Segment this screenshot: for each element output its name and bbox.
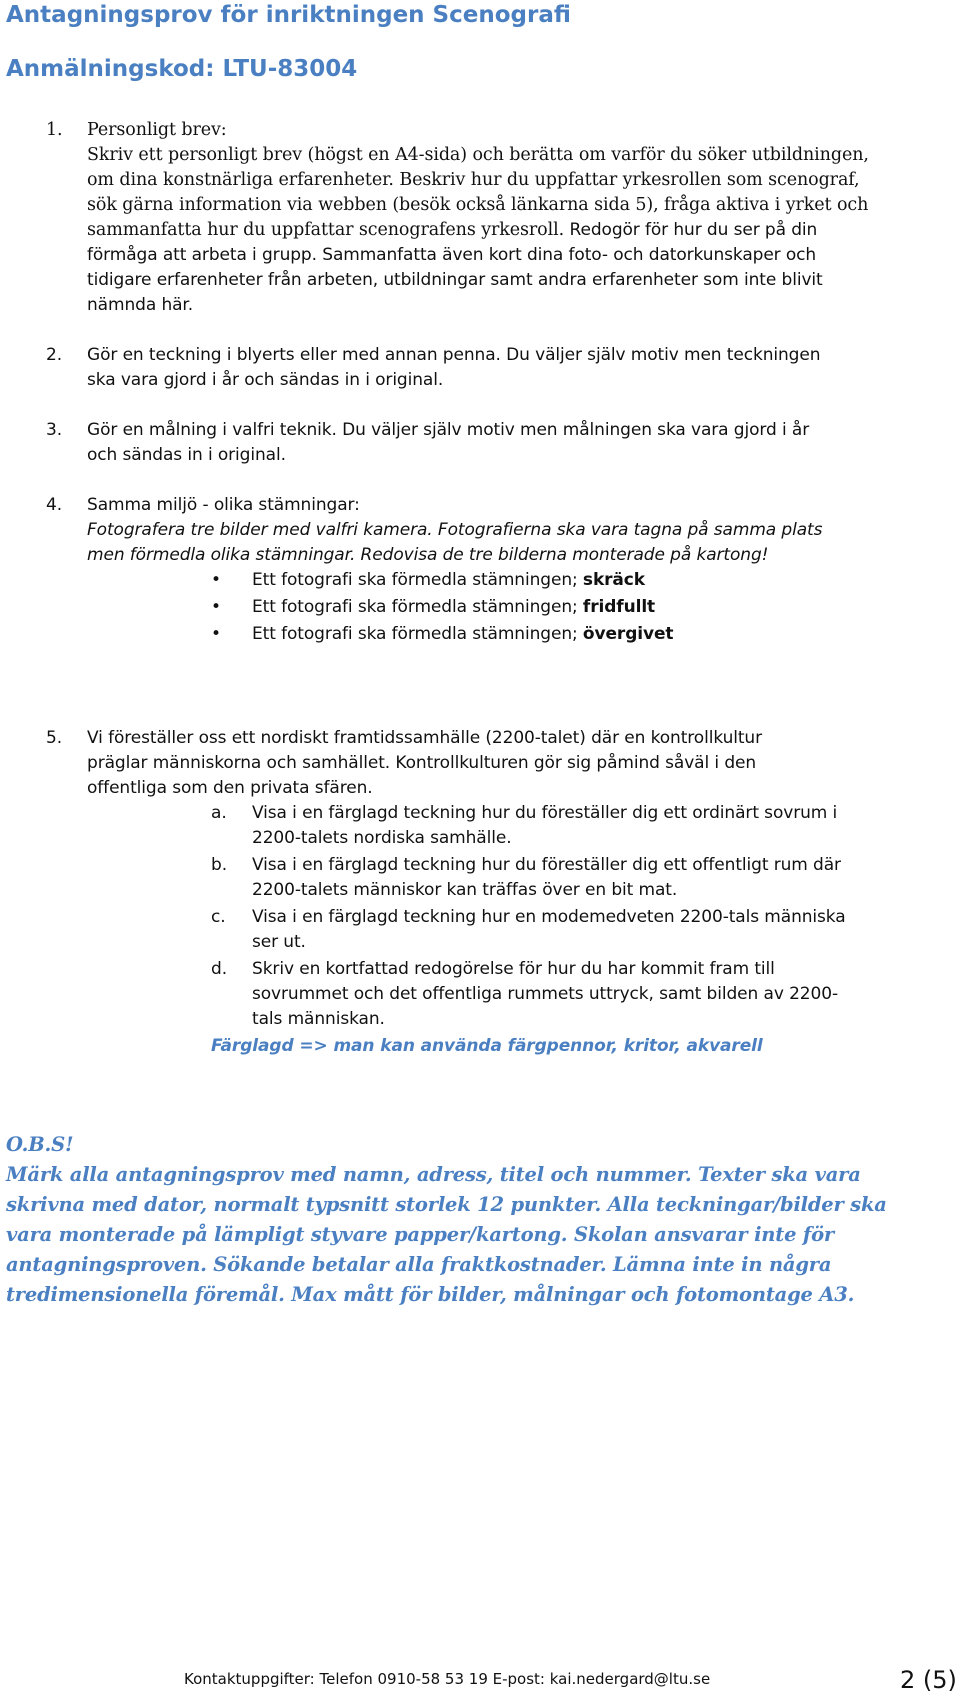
bullet-text: Ett fotografi ska förmedla stämningen; bbox=[252, 570, 583, 590]
bullet-emphasis: övergivet bbox=[582, 624, 674, 644]
item-text-line: tidigare erfarenheter från arbeten, utbildningar samt andra erfarenheter som inte blivit bbox=[87, 270, 823, 290]
subitem-letter: c. bbox=[211, 907, 226, 927]
text-segment: Du väljer själv motiv men målningen ska vara gjord i år bbox=[342, 420, 810, 440]
obs-line: antagningsproven. Sökande betalar alla fraktkostnader. Lämna inte in några bbox=[6, 1253, 832, 1276]
subitem-letter: b. bbox=[211, 855, 227, 875]
item-text-line: om dina konstnärliga erfarenheter. Beskriv hur du uppfattar yrkesrollen som scenograf, bbox=[87, 170, 860, 190]
bullet-text: Ett fotografi ska förmedla stämningen; bbox=[252, 597, 583, 617]
item-number: 1. bbox=[46, 120, 63, 140]
item-heading: Personligt brev: bbox=[87, 120, 227, 140]
subitem-letter: d. bbox=[211, 959, 227, 979]
obs-label: O.B.S! bbox=[6, 1133, 74, 1156]
subitem-line: Skriv en kortfattad redogörelse för hur du har kommit fram till bbox=[252, 959, 775, 979]
item-text-line: sök gärna information via webben (besök också länkarna sida 5), fråga aktiva i yrket och bbox=[87, 195, 869, 215]
application-code: Anmälningskod: LTU-83004 bbox=[6, 56, 358, 82]
text-segment: präglar människorna och samhället. bbox=[87, 753, 391, 773]
bullet-item bbox=[252, 621, 673, 648]
subitem-line: Visa i en färglagd teckning hur en modemedveten 2200-tals människa bbox=[252, 907, 846, 927]
text-segment: förmåga att arbeta i grupp. bbox=[87, 245, 317, 265]
item-number: 4. bbox=[46, 495, 63, 515]
subitem-line: sovrummet och det offentliga rummets uttryck, samt bilden av 2200- bbox=[252, 984, 838, 1004]
item-text-line: Vi föreställer oss ett nordiskt framtidssamhälle (2200-talet) där en kontrollkultur bbox=[87, 728, 762, 748]
obs-line: vara monterade på lämpligt styvare papper/kartong. Skolan ansvarar inte för bbox=[6, 1223, 834, 1246]
subitem-line: tals människan. bbox=[252, 1009, 385, 1029]
footer-contact: Kontaktuppgifter: Telefon 0910-58 53 19 E-post: kai.nedergard@ltu.se bbox=[184, 1670, 711, 1688]
bullet-icon: • bbox=[211, 570, 221, 590]
bullet-item bbox=[252, 594, 655, 621]
text-segment: Redogör för hur du ser på din bbox=[569, 220, 818, 240]
bullet-item bbox=[252, 567, 645, 594]
item-text-line: Skriv ett personligt brev (högst en A4-sida) och berätta om varför du söker utbildningen, bbox=[87, 145, 869, 165]
obs-line: Märk alla antagningsprov med namn, adress, titel och nummer. Texter ska vara bbox=[6, 1163, 861, 1186]
subitem-line: Visa i en färglagd teckning hur du föreställer dig ett ordinärt sovrum i bbox=[252, 803, 838, 823]
subitem-letter: a. bbox=[211, 803, 227, 823]
text-segment: Gör en målning i valfri teknik. bbox=[87, 420, 337, 440]
text-segment: sammanfatta hur du uppfattar scenografens yrkesroll. bbox=[87, 220, 565, 240]
item-number: 2. bbox=[46, 345, 63, 365]
bullet-icon: • bbox=[211, 624, 221, 644]
subitem-line: 2200-talets nordiska samhälle. bbox=[252, 828, 512, 848]
item-text-line bbox=[87, 217, 817, 244]
text-segment: Kontrollkulturen gör sig påmind såväl i den bbox=[395, 753, 757, 773]
item-number: 3. bbox=[46, 420, 63, 440]
item-text-line: offentliga som den privata sfären. bbox=[87, 778, 373, 798]
obs-line: tredimensionella föremål. Max mått för bilder, målningar och fotomontage A3. bbox=[6, 1283, 855, 1306]
obs-line: skrivna med dator, normalt typsnitt storlek 12 punkter. Alla teckningar/bilder ska bbox=[6, 1193, 887, 1216]
subitem-line: 2200-talets människor kan träffas över en bit mat. bbox=[252, 880, 678, 900]
subitem-line: Visa i en färglagd teckning hur du föreställer dig ett offentligt rum där bbox=[252, 855, 841, 875]
item-text-line: ska vara gjord i år och sändas in i original. bbox=[87, 370, 444, 390]
item-heading: Samma miljö - olika stämningar: bbox=[87, 495, 360, 515]
coloring-note: Färglagd => man kan använda färgpennor, kritor, akvarell bbox=[211, 1036, 763, 1056]
item-text-line bbox=[87, 750, 756, 777]
bullet-icon: • bbox=[211, 597, 221, 617]
item-text-line bbox=[87, 342, 820, 369]
document-title: Antagningsprov för inriktningen Scenografi bbox=[6, 2, 571, 28]
item-text-line bbox=[87, 417, 809, 444]
subitem-line: ser ut. bbox=[252, 932, 306, 952]
item-text-line: nämnda här. bbox=[87, 295, 194, 315]
text-segment: Gör en teckning i blyerts eller med annan penna. bbox=[87, 345, 501, 365]
item-number: 5. bbox=[46, 728, 63, 748]
text-segment: Du väljer själv motiv men teckningen bbox=[506, 345, 821, 365]
bullet-text: Ett fotografi ska förmedla stämningen; bbox=[252, 624, 583, 644]
item-text-line: Fotografera tre bilder med valfri kamera. Fotografierna ska vara tagna på samma plats bbox=[87, 520, 823, 540]
item-text-line bbox=[87, 242, 816, 269]
bullet-emphasis: fridfullt bbox=[582, 597, 656, 617]
item-text-line: och sändas in i original. bbox=[87, 445, 286, 465]
page-number: 2 (5) bbox=[900, 1666, 957, 1694]
bullet-emphasis: skräck bbox=[582, 570, 645, 590]
item-text-line: men förmedla olika stämningar. Redovisa de tre bilderna monterade på kartong! bbox=[87, 545, 769, 565]
text-segment: Sammanfatta även kort dina foto- och datorkunskaper och bbox=[322, 245, 817, 265]
